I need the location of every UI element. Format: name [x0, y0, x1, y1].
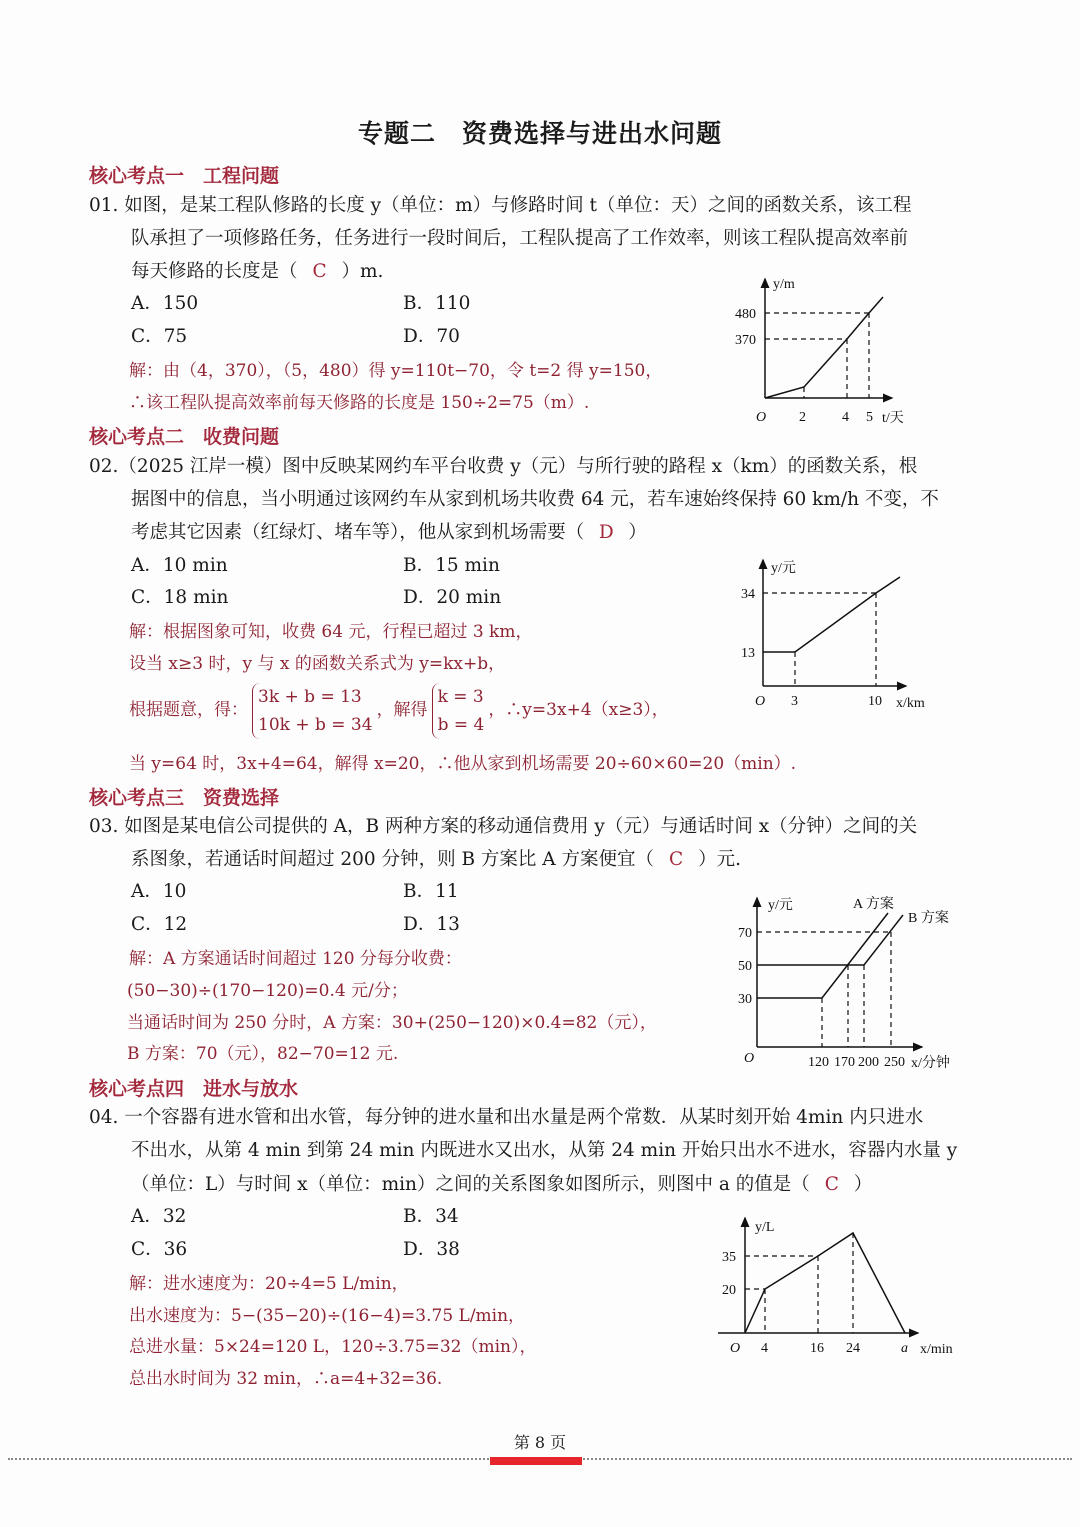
solution-line: 出水速度为：5−(35−20)÷(16−4)=3.75 L/min，	[129, 1306, 526, 1326]
solution-line: 当通话时间为 250 分时，A 方案：30+(250−120)×0.4=82（元），	[127, 1013, 657, 1033]
equation: b = 4	[437, 714, 485, 735]
question-text: 03. 如图是某电信公司提供的 A，B 两种方案的移动通信费用 y（元）与通话时间 x（分钟）之间的关	[89, 816, 918, 837]
origin-label: O	[756, 410, 767, 425]
solution-line: 解：根据图象可知，收费 64 元，行程已超过 3 km，	[129, 622, 533, 642]
tick-label: 480	[735, 307, 756, 322]
equation: 3k + b = 13	[258, 686, 362, 707]
section-heading: 核心考点四 进水与放水	[89, 1078, 299, 1100]
option-a: A．10 min	[131, 555, 228, 576]
question-text-part: （单位：L）与时间 x（单位：min）之间的关系图象如图所示，则图中 a 的值是（	[131, 1174, 810, 1195]
answer: C	[668, 849, 684, 870]
question-text-part: 考虑其它因素（红绿灯、堵车等），他从家到机场需要（	[131, 522, 585, 543]
option-d: D．13	[403, 914, 460, 935]
question-text: 04. 一个容器有进水管和出水管，每分钟的进水量和出水量是两个常数．从某时刻开始 4min 内只进水	[89, 1107, 924, 1128]
tick-label: 370	[735, 333, 756, 348]
solution-text: 根据题意，得：	[129, 700, 248, 720]
solution-line: 解：进水速度为：20÷4=5 L/min，	[129, 1274, 409, 1294]
question-text-part: ）	[853, 1174, 873, 1195]
axis-label: x/min	[920, 1342, 953, 1357]
option-d: D．38	[403, 1239, 460, 1260]
question-text-part: ）m.	[341, 261, 384, 282]
series-a-line	[757, 913, 888, 998]
axis-label: y/L	[755, 1220, 775, 1235]
option-b: B．11	[403, 881, 459, 902]
option-b: B．34	[403, 1206, 459, 1227]
tick-label: 10	[868, 694, 882, 709]
question-text-part: 系图象，若通话时间超过 200 分钟，则 B 方案比 A 方案便宜（	[131, 849, 655, 870]
axis-label: x/分钟	[911, 1056, 950, 1071]
function-line	[765, 297, 883, 398]
question-text: 01. 如图，是某工程队修路的长度 y（单位：m）与修路时间 t（单位：天）之间的函数关系，该工程	[89, 195, 912, 216]
tick-label: 170	[834, 1055, 855, 1070]
legend-a: A 方案	[853, 897, 894, 912]
origin-label: O	[744, 1051, 755, 1066]
axis-label: x/km	[896, 696, 925, 711]
solution-line: 解：A 方案通话时间超过 120 分每分收费：	[129, 949, 462, 969]
equation: k = 3	[437, 686, 484, 707]
tick-label: 50	[738, 959, 752, 974]
solution-text: ，∴y=3x+4（x≥3），	[488, 700, 669, 720]
question-text-part: 每天修路的长度是（	[131, 261, 298, 282]
question-text: 据图中的信息，当小明通过该网约车从家到机场共收费 64 元，若车速始终保持 60 km/h 不变，不	[131, 489, 939, 510]
option-b: B．110	[403, 293, 471, 314]
solution-text: ，解得	[376, 700, 428, 720]
tick-label: 70	[738, 926, 752, 941]
legend-b: B 方案	[908, 911, 949, 926]
solution-line: 当 y=64 时，3x+4=64，解得 x=20，∴他从家到机场需要 20÷60×60=20（min）.	[129, 754, 797, 774]
option-d: D．70	[403, 326, 460, 347]
page-title: 专题二 资费选择与进出水问题	[357, 119, 722, 148]
option-c: C．36	[131, 1239, 188, 1260]
tick-label: 30	[738, 992, 752, 1007]
section-heading: 核心考点一 工程问题	[89, 165, 280, 187]
answer: C	[312, 261, 327, 282]
origin-label: O	[730, 1341, 741, 1356]
graph-q4	[718, 1218, 918, 1333]
question-text-part: ）	[628, 522, 647, 543]
question-text: 02.（2025 江岸一模）图中反映某网约车平台收费 y（元）与所行驶的路程 x（km）的函数关系，根	[89, 456, 918, 477]
tick-label: 5	[866, 410, 873, 425]
tick-label: 13	[741, 646, 755, 661]
tick-label: 120	[808, 1055, 829, 1070]
tick-label: 16	[810, 1341, 824, 1356]
page-number: 第 8 页	[513, 1433, 567, 1452]
option-c: C．75	[131, 326, 188, 347]
tick-label: 24	[846, 1341, 860, 1356]
option-b: B．15 min	[403, 555, 500, 576]
question-text: 不出水，从第 4 min 到第 24 min 内既进水又出水，从第 24 min 开始只出水不进水，容器内水量 y	[131, 1140, 958, 1161]
tick-label: 200	[858, 1055, 879, 1070]
axis-label: y/元	[768, 898, 793, 913]
option-a: A．10	[131, 881, 187, 902]
section-heading: 核心考点二 收费问题	[89, 426, 280, 448]
section-heading: 核心考点三 资费选择	[89, 787, 280, 809]
tick-label: 34	[741, 587, 755, 602]
solution-line: (50−30)÷(170−120)=0.4 元/分；	[127, 981, 408, 1001]
tick-label: 250	[884, 1055, 905, 1070]
graph-q1	[765, 279, 892, 398]
tick-label: 3	[791, 694, 798, 709]
tick-label: a	[901, 1341, 908, 1356]
graph-q2	[763, 560, 906, 686]
solution-line: 解：由（4，370），（5，480）得 y=110t−70，令 t=2 得 y=150，	[129, 361, 663, 381]
solution-line: ∴该工程队提高效率前每天修路的长度是 150÷2=75（m）.	[129, 393, 590, 413]
tick-label: 4	[761, 1341, 768, 1356]
option-d: D．20 min	[403, 587, 502, 608]
solution-line: 设当 x≥3 时，y 与 x 的函数关系式为 y=kx+b，	[129, 654, 506, 674]
question-text: 队承担了一项修路任务，任务进行一段时间后，工程队提高了工作效率，则该工程队提高效率前	[131, 228, 909, 249]
option-a: A．32	[131, 1206, 187, 1227]
footer-accent-bar	[490, 1457, 582, 1465]
tick-label: 2	[799, 410, 806, 425]
tick-label: 4	[842, 410, 849, 425]
equation: 10k + b = 34	[258, 714, 373, 735]
solution-line: 总进水量：5×24=120 L，120÷3.75=32（min），	[129, 1337, 537, 1357]
option-c: C．12	[131, 914, 188, 935]
axis-label: t/天	[882, 411, 904, 426]
question-text-part: ）元.	[698, 849, 741, 870]
tick-label: 20	[722, 1283, 736, 1298]
answer: C	[824, 1174, 839, 1195]
graph-q3	[757, 898, 922, 1047]
solution-line: 总出水时间为 32 min，∴a=4+32=36.	[129, 1369, 443, 1389]
option-a: A．150	[131, 293, 199, 314]
answer: D	[598, 522, 614, 543]
axis-label: y/元	[771, 561, 796, 576]
solution-line: B 方案：70（元），82−70=12 元.	[127, 1044, 399, 1064]
origin-label: O	[755, 694, 766, 709]
tick-label: 35	[722, 1250, 736, 1265]
option-c: C．18 min	[131, 587, 229, 608]
guide-lines	[765, 313, 869, 398]
axis-label: y/m	[773, 277, 795, 292]
